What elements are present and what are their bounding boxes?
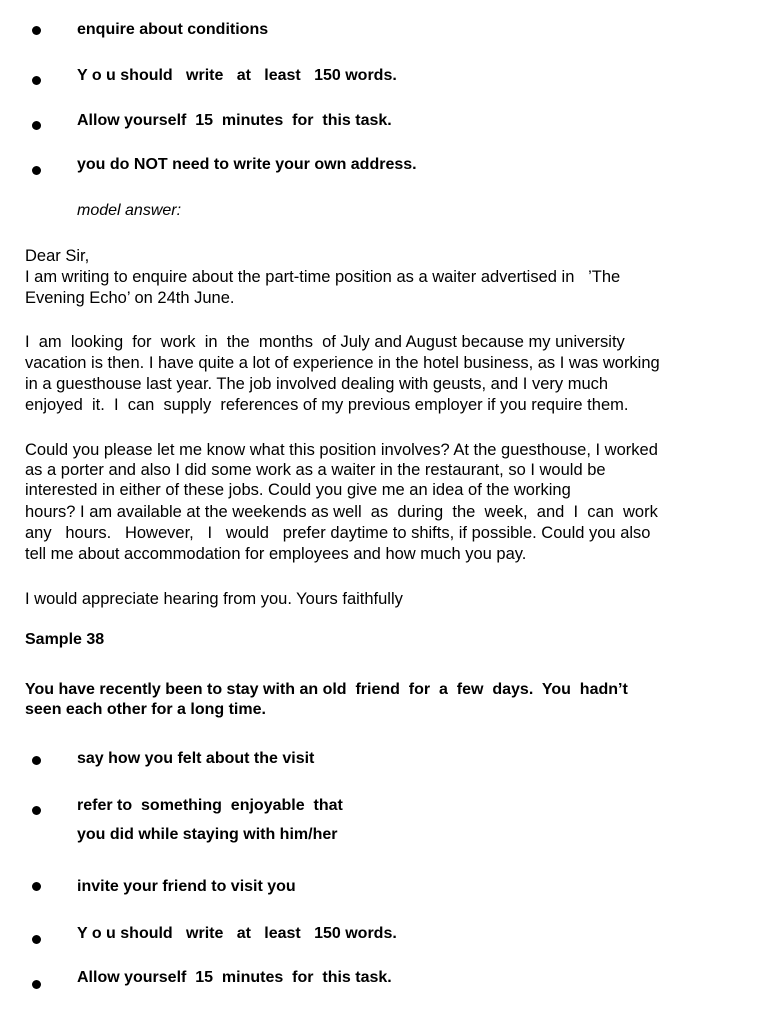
letter-line: in a guesthouse last year. The job involved dealing with geusts, and I very much [25,375,609,393]
letter-closing: I would appreciate hearing from you. Yours faithfully [25,590,403,608]
sample-heading: Sample 38 [25,631,105,648]
task-bullet: Y o u should write at least 150 words. [77,925,397,942]
letter-line: Evening Echo’ on 24th June. [25,289,235,307]
task-line: seen each other for a long time. [25,701,266,718]
instruction-bullet: enquire about conditions [77,21,269,38]
bullet-dot [32,76,41,85]
bullet-dot [32,166,41,175]
letter-line: any hours. However, I would prefer daytime to shifts, if possible. Could you also [25,524,651,542]
bullet-dot [32,935,41,944]
task-bullet: say how you felt about the visit [77,750,315,767]
bullet-dot [32,882,41,891]
letter-line: I am writing to enquire about the part-time position as a waiter advertised in ’The [25,268,621,286]
letter-line: tell me about accommodation for employees and how much you pay. [25,545,527,563]
bullet-dot [32,806,41,815]
bullet-dot [32,980,41,989]
bullet-dot [32,121,41,130]
model-answer-label: model answer: [77,202,182,219]
letter-line: as a porter and also I did some work as a waiter in the restaurant, so I would be [25,461,606,479]
letter-line: Could you please let me know what this position involves? At the guesthouse, I worked [25,441,658,459]
letter-line: interested in either of these jobs. Could you give me an idea of the working [25,481,571,499]
task-line: You have recently been to stay with an old friend for a few days. You hadn’t [25,681,628,698]
letter-line: enjoyed it. I can supply references of my previous employer if you require them. [25,396,629,414]
bullet-dot [32,26,41,35]
instruction-bullet: Allow yourself 15 minutes for this task. [77,112,392,129]
letter-line: vacation is then. I have quite a lot of experience in the hotel business, as I was working [25,354,660,372]
instruction-bullet: Y o u should write at least 150 words. [77,67,397,84]
task-bullet: Allow yourself 15 minutes for this task. [77,969,392,986]
letter-greeting: Dear Sir, [25,247,90,265]
letter-line: hours? I am available at the weekends as well as during the week, and I can work [25,503,658,521]
task-bullet: invite your friend to visit you [77,878,296,895]
bullet-dot [32,756,41,765]
task-bullet: refer to something enjoyable that [77,797,343,814]
task-bullet-continuation: you did while staying with him/her [77,826,338,843]
letter-line: I am looking for work in the months of July and August because my university [25,333,625,351]
instruction-bullet: you do NOT need to write your own address. [77,156,417,173]
